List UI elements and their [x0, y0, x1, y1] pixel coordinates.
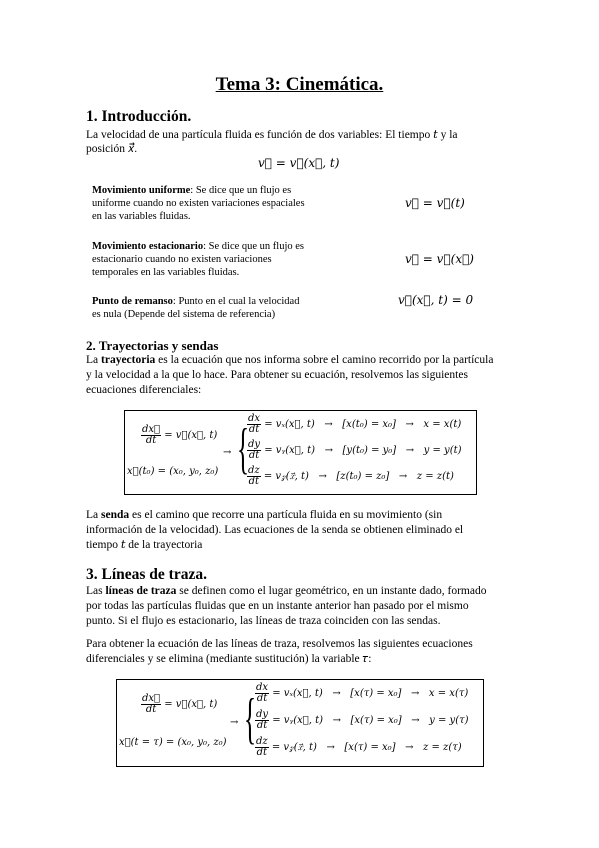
ode-row: $\frac{\text{𝑑𝑧}}{\text{𝑑𝑡}}$ = 𝑣𝓏(𝑥⃗, 𝑡) → [𝑥(𝜏) = 𝑥₀] → 𝑧 = 𝑧(𝜏): [256, 736, 462, 758]
fraction-denominator: 𝑑𝑡: [256, 747, 268, 758]
solution: 𝑧 = 𝑧(𝜏): [423, 742, 462, 753]
definition-term: Movimiento estacionario: [92, 241, 204, 252]
equation-rhs: = 𝑣ₓ(𝑥⃗, 𝑡): [272, 688, 323, 699]
text-run: La: [86, 354, 102, 366]
term-senda: senda: [101, 509, 130, 521]
left-brace: {: [237, 418, 250, 480]
left-brace: {: [244, 688, 257, 750]
page-title: Tema 3: Cinemática.: [215, 74, 384, 95]
ode-row: $\frac{\text{𝑑𝑦}}{\text{𝑑𝑡}}$ = 𝑣ᵧ(𝑥⃗, 𝑡) → [𝑦(𝑡₀) = 𝑦₀] → 𝑦 = 𝑦(𝑡): [248, 439, 462, 461]
left-equation-1: [141, 425, 217, 446]
fraction-numerator: 𝑑𝑥⃗: [142, 693, 161, 704]
solution: 𝑦 = 𝑦(𝜏): [429, 715, 469, 726]
term-trayectoria: trayectoria: [101, 354, 156, 366]
text-run: La: [86, 509, 102, 521]
definition-text: uniforme cuando no existen variaciones espaciales: [92, 198, 305, 209]
equation-rhs: = 𝑣ᵧ(𝑥⃗, 𝑡): [272, 715, 324, 726]
fraction-numerator: 𝑑𝑥: [256, 682, 269, 693]
definition-text: en las variables fluidas.: [92, 211, 191, 222]
definition-text: : Se dice que un flujo es: [203, 241, 305, 252]
streakline-equation-box: [116, 679, 484, 767]
definition-equation: 𝑣⃗ = 𝑣⃗(𝑡): [405, 196, 465, 210]
fraction-denominator: 𝑑𝑡: [145, 435, 157, 446]
solution: 𝑦 = 𝑦(𝑡): [423, 445, 462, 456]
text-run: información de la velocidad). Las ecuaciones de la senda se obtienen eliminado el: [86, 524, 464, 536]
definition-text: : Punto en el cual la velocidad: [172, 296, 300, 307]
fraction-denominator: 𝑑𝑡: [145, 704, 157, 715]
section-2-heading: 2. Trayectorias y sendas: [86, 338, 219, 353]
fraction-numerator: 𝑑𝑥: [248, 413, 261, 424]
equation-rhs: = 𝑣ᵧ(𝑥⃗, 𝑡): [264, 445, 316, 456]
fraction-denominator: 𝑑𝑡: [248, 450, 260, 461]
definition-remanso: [92, 295, 352, 321]
text-run: y la velocidad a la que lo hace. Para obtener su ecuación, resolvemos las siguientes: [86, 369, 468, 381]
initial-condition: [𝑥(𝜏) = 𝑥₀]: [350, 688, 402, 699]
equation-rhs: = 𝑣𝓏(𝑥⃗, 𝑡): [271, 742, 317, 753]
left-equation-2: 𝑥⃗(𝑡 = 𝜏) = (𝑥₀, 𝑦₀, 𝑧₀): [119, 737, 227, 748]
fraction-denominator: 𝑑𝑡: [256, 693, 268, 704]
initial-condition: [𝑥(𝜏) = 𝑥₀]: [344, 742, 396, 753]
text-run: Para obtener la ecuación de las líneas de traza, resolvemos las siguientes ecuaciones: [86, 638, 473, 650]
definition-estacionario: [92, 240, 352, 279]
sec1-intro-line2: posición 𝑥⃗.: [86, 143, 138, 155]
definition-text: estacionario cuando no existen variaciones: [92, 254, 272, 265]
text-run: diferenciales y se elimina (mediante sustitución) la variable 𝜏:: [86, 653, 372, 665]
definition-text: : Se dice que un flujo es: [190, 185, 292, 196]
solution: 𝑥 = 𝑥(𝑡): [423, 419, 462, 430]
definition-text: es nula (Depende del sistema de referencia): [92, 309, 276, 320]
sec1-intro-line1: La velocidad de una partícula fluida es función de dos variables: El tiempo 𝑡 y la: [86, 129, 458, 141]
text-run: se definen como el lugar geométrico, en un instante dado, formado: [176, 585, 487, 597]
text-run: Las: [86, 585, 106, 597]
text-run: tiempo 𝑡 de la trayectoria: [86, 539, 203, 551]
implies-arrow: →: [223, 447, 232, 458]
section-1-heading: 1. Introducción.: [86, 108, 192, 125]
equation-rhs: = 𝑣⃗(𝑥⃗, 𝑡): [164, 430, 218, 441]
text-run: ecuaciones diferenciales:: [86, 384, 202, 396]
fraction-denominator: 𝑑𝑡: [256, 720, 268, 731]
definition-term: Movimiento uniforme: [92, 185, 191, 196]
text-run: por todas las partículas fluidas que en un instante anterior han pasado por el mismo: [86, 600, 469, 612]
ode-row: $\frac{\text{𝑑𝑧}}{\text{𝑑𝑡}}$ = 𝑣𝓏(𝑥⃗, 𝑡) → [𝑧(𝑡₀) = 𝑧₀] → 𝑧 = 𝑧(𝑡): [248, 465, 454, 487]
fraction-numerator: 𝑑𝑦: [248, 439, 261, 450]
fraction-numerator: 𝑑𝑥⃗: [142, 424, 161, 435]
fraction-denominator: 𝑑𝑡: [248, 476, 260, 487]
fraction-numerator: 𝑑𝑧: [248, 465, 260, 476]
initial-condition: [𝑥(𝜏) = 𝑥₀]: [350, 715, 402, 726]
sec3-paragraph-2: [86, 637, 526, 667]
initial-condition: [𝑥(𝑡₀) = 𝑥₀]: [342, 419, 396, 430]
sec1-main-equation: 𝑣⃗ = 𝑣⃗(𝑥⃗, 𝑡): [258, 156, 340, 170]
definition-term: Punto de remanso: [92, 296, 173, 307]
ode-row: $\frac{\text{𝑑𝑦}}{\text{𝑑𝑡}}$ = 𝑣ᵧ(𝑥⃗, 𝑡) → [𝑥(𝜏) = 𝑥₀] → 𝑦 = 𝑦(𝜏): [256, 709, 469, 731]
definition-equation: 𝑣⃗(𝑥⃗, 𝑡) = 0: [398, 293, 474, 307]
fraction-denominator: 𝑑𝑡: [248, 424, 260, 435]
sec2-paragraph-1: [86, 353, 526, 398]
definition-equation: 𝑣⃗ = 𝑣⃗(𝑥⃗): [405, 252, 474, 266]
fraction-numerator: 𝑑𝑧: [256, 736, 268, 747]
ode-row: $\frac{\text{𝑑𝑥}}{\text{𝑑𝑡}}$ = 𝑣ₓ(𝑥⃗, 𝑡) → [𝑥(𝑡₀) = 𝑥₀] → 𝑥 = 𝑥(𝑡): [248, 413, 462, 435]
term-lineas-de-traza: líneas de traza: [105, 585, 177, 597]
section-3-heading: 3. Líneas de traza.: [86, 566, 207, 583]
implies-arrow: →: [230, 717, 239, 728]
sec2-paragraph-2: [86, 508, 526, 553]
left-equation-1: [141, 694, 217, 715]
definition-uniforme: [92, 184, 352, 223]
left-equation-2: 𝑥⃗(𝑡₀) = (𝑥₀, 𝑦₀, 𝑧₀): [127, 466, 219, 477]
sec3-paragraph-1: [86, 584, 526, 629]
ode-row: $\frac{\text{𝑑𝑥}}{\text{𝑑𝑡}}$ = 𝑣ₓ(𝑥⃗, 𝑡) → [𝑥(𝜏) = 𝑥₀] → 𝑥 = 𝑥(𝜏): [256, 682, 469, 704]
initial-condition: [𝑦(𝑡₀) = 𝑦₀]: [342, 445, 397, 456]
text-run: punto. Si el flujo es estacionario, las líneas de traza coinciden con las sendas.: [86, 615, 441, 627]
solution: 𝑧 = 𝑧(𝑡): [416, 471, 454, 482]
equation-rhs: = 𝑣𝓏(𝑥⃗, 𝑡): [263, 471, 309, 482]
initial-condition: [𝑧(𝑡₀) = 𝑧₀]: [336, 471, 390, 482]
trajectory-equation-box: [124, 410, 477, 495]
equation-rhs: = 𝑣⃗(𝑥⃗, 𝑡): [164, 699, 218, 710]
definition-text: temporales en las variables fluidas.: [92, 267, 240, 278]
fraction-numerator: 𝑑𝑦: [256, 709, 269, 720]
equation-rhs: = 𝑣ₓ(𝑥⃗, 𝑡): [264, 419, 315, 430]
text-run: es la ecuación que nos informa sobre el camino recorrido por la partícula: [155, 354, 494, 366]
text-run: es el camino que recorre una partícula fluida en su movimiento (sin: [129, 509, 443, 521]
solution: 𝑥 = 𝑥(𝜏): [428, 688, 469, 699]
